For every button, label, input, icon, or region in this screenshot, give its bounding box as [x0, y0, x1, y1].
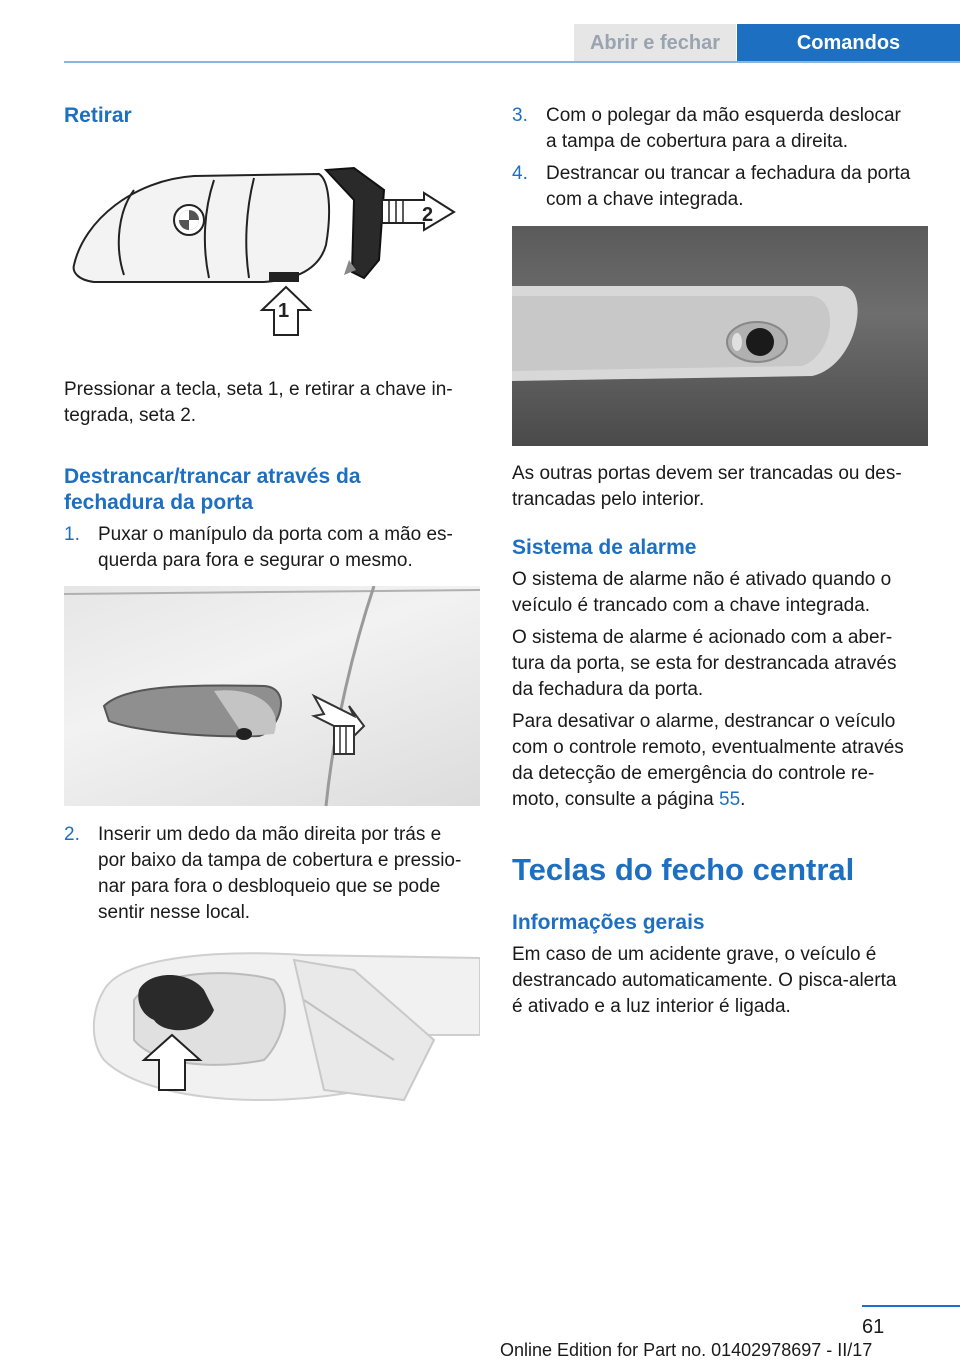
retirar-heading: Retirar [64, 104, 132, 127]
step-3 [512, 103, 942, 155]
arrow-label-2: 2 [422, 204, 434, 226]
step-2 [64, 822, 484, 926]
step-3-number: 3. [512, 105, 528, 126]
step-4-number: 4. [512, 163, 528, 184]
step-2-number: 2. [64, 824, 80, 845]
alarm-heading: Sistema de alarme [512, 536, 697, 559]
general-info-heading: Informações gerais [512, 911, 705, 934]
step-2-text: Inserir um dedo da mão direita por trás e por baixo da tampa de cobertura e pressio- nar para fora o desbloqueio que se pode sentir nesse local. [98, 824, 462, 923]
footer-rule [862, 1305, 960, 1307]
step-4-text: Destrancar ou trancar a fechadura da porta com a chave integrada. [546, 163, 911, 210]
page-link-55[interactable]: 55 [719, 789, 741, 810]
page-number: 61 [862, 1316, 885, 1338]
header-rule [64, 61, 960, 63]
step-1-text: Puxar o manípulo da porta com a mão es- querda para fora e segurar o mesmo. [98, 524, 453, 571]
key-removal-illustration [64, 150, 480, 350]
arrow-label-1: 1 [278, 300, 290, 322]
other-doors-note: As outras portas devem ser trancadas ou des- trancadas pelo interior. [512, 463, 902, 510]
alarm-paragraph-1: O sistema de alarme não é ativado quando o veículo é trancado com a chave integrada. [512, 569, 892, 616]
door-lock-photo [512, 226, 928, 446]
step-1 [64, 522, 484, 574]
cover-release-illustration [64, 940, 480, 1120]
chapter-tab[interactable]: Comandos [737, 24, 960, 62]
door-handle-photo [64, 586, 480, 806]
edition-note: Online Edition for Part no. 01402978697 - II/17 [500, 1340, 873, 1360]
central-locking-heading: Teclas do fecho central [512, 852, 855, 887]
alarm-paragraph-3-text: Para desativar o alarme, destrancar o veículo com o controle remoto, eventualmente através da detecção de emergência do controle re- moto, consulte a página [512, 711, 904, 810]
lock-heading: Destrancar/trancar através da fechadura da porta [64, 465, 361, 514]
general-info-text: Em caso de um acidente grave, o veículo é destrancado automaticamente. O pisca-alerta é ativado e a luz interior é ligada. [512, 944, 897, 1017]
step-4 [512, 161, 942, 213]
alarm-paragraph-3-end: . [740, 789, 746, 810]
step-1-number: 1. [64, 524, 80, 545]
alarm-paragraph-2: O sistema de alarme é acionado com a aber- tura da porta, se esta for destrancada através da fechadura da porta. [512, 627, 897, 700]
step-3-text: Com o polegar da mão esquerda deslocar a tampa de cobertura para a direita. [546, 105, 901, 152]
alarm-paragraph-3 [512, 709, 904, 813]
retirar-caption: Pressionar a tecla, seta 1, e retirar a chave in- tegrada, seta 2. [64, 379, 453, 426]
section-tab[interactable]: Abrir e fechar [574, 24, 736, 62]
